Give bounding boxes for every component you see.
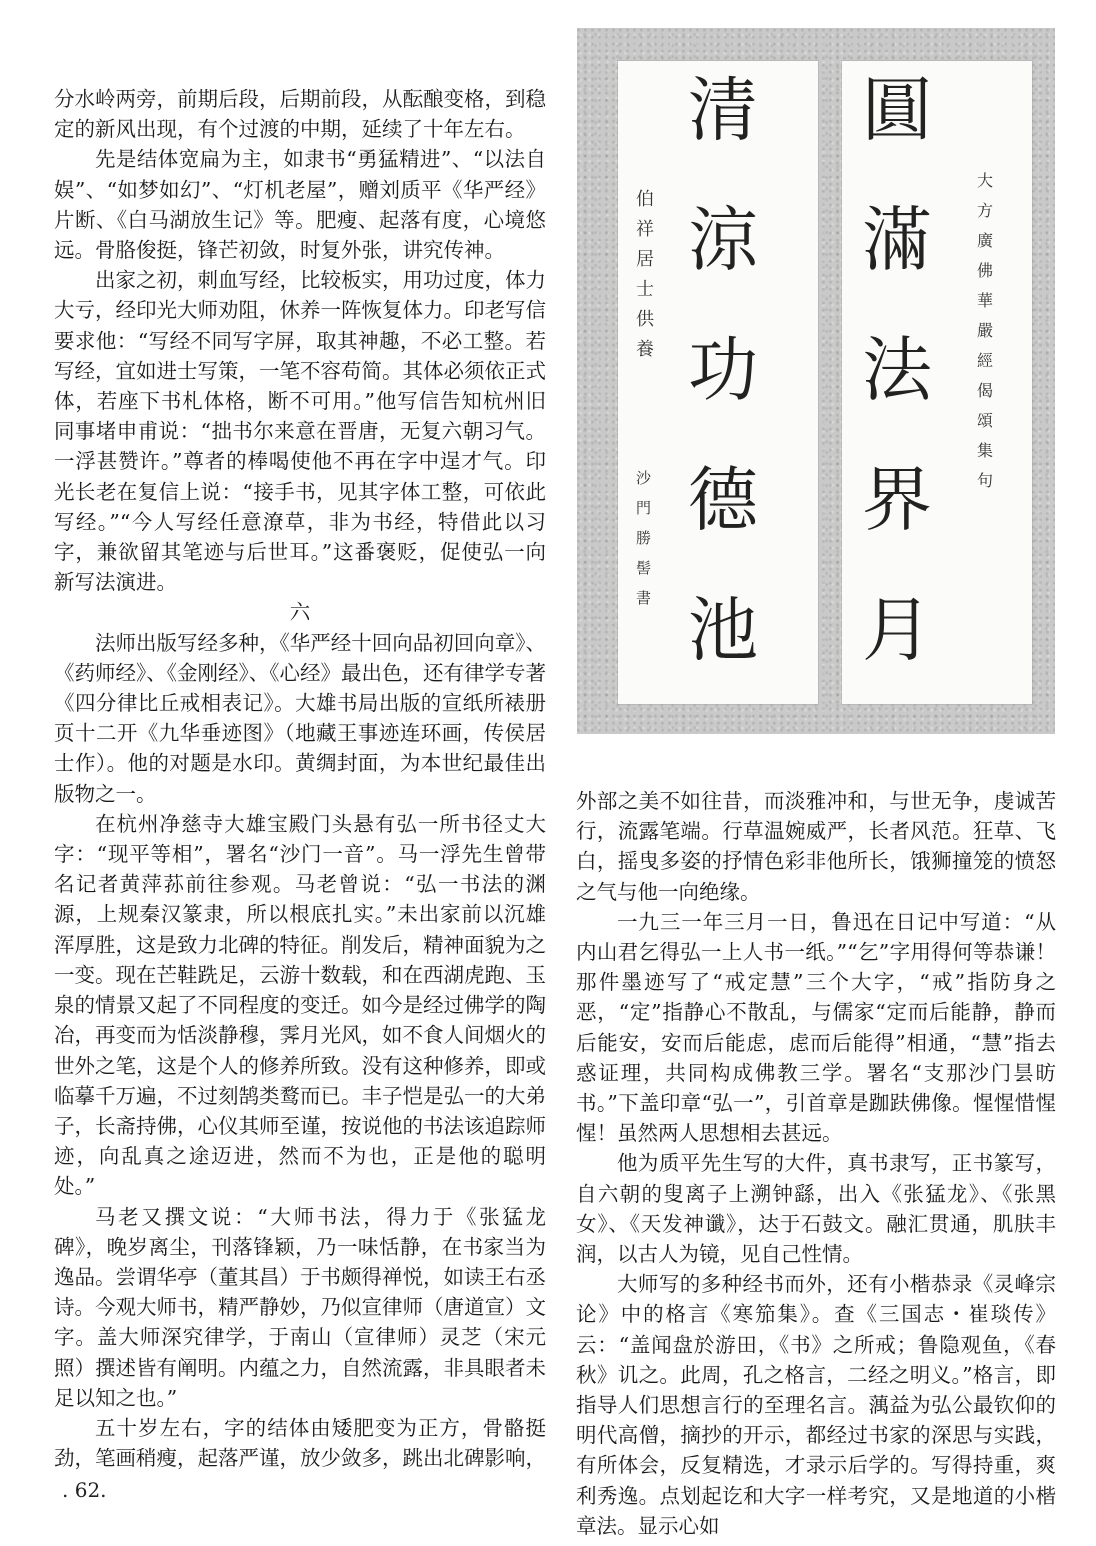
char: 佛 [977, 261, 994, 280]
paragraph: 他为质平先生写的大件，真书隶写，正书篆写，自六朝的叟离子上溯钟繇，出入《张猛龙》、《张黑女》、《天发神谶》，达于石鼓文。融汇贯通，肌肤丰润，以古人为镜，见自己性情。 [576, 1151, 1056, 1267]
paragraph: 在杭州净慈寺大雄宝殿门头悬有弘一所书径丈大字：“现平等相”，署名“沙门一音”。马一浮先生曾带名记者黄萍荪前往参观。马老曾说：“弘一书法的渊源，上规秦汉篆隶，所以根底扎实。”未出家前以沉雄浑厚胜，这是致力北碑的特征。削发后，精神面貌为之一变。现在芒鞋跣足，云游十数载，和在西湖虎跑、玉泉的情景又起了不同程度的变迁。如今是经过佛学的陶冶，再变而为恬淡静穆，霁月光风，如不食人间烟火的世外之笔，这是个人的修养所致。没有这种修养，即或临摹千万遍，不过刻鹄类鹜而已。丰子恺是弘一的大弟子，长斋持佛，心仪其师至谨，按说他的书法该追踪师迹，向乱真之途迈进，然而不为也，正是他的聪明处。” [54, 811, 546, 1199]
section-heading: 六 [289, 600, 311, 625]
char: 廣 [977, 231, 994, 250]
left-scroll [618, 61, 818, 704]
char: 偈 [977, 381, 994, 400]
char: 士 [636, 279, 654, 300]
page-number: . 62. [62, 1478, 107, 1502]
char: 華 [977, 291, 994, 310]
char: 沙 [636, 469, 652, 487]
char: 門 [636, 499, 652, 517]
char: 功 [688, 329, 758, 411]
char: 池 [688, 589, 758, 671]
paragraph: 外部之美不如往昔，而淡雅冲和，与世无争，虔诚苦行，流露笔端。行草温婉威严，长者风范。狂草、飞白，摇曳多姿的抒情色彩非他所长，饿狮撞笼的愤怒之气与他一向绝缘。 [576, 789, 1056, 904]
right-scroll-inscription [977, 173, 993, 503]
paragraph: 一九三一年三月一日，鲁迅在日记中写道：“从内山君乞得弘一上人书一纸。”“乞”字用得何等恭谦！那件墨迹写了“戒定慧”三个大字，“戒”指防身之恶，“定”指静心不散乱，与儒家“定而后能静，静而后能安，安而后能虑，虑而后能得”相通，“慧”指去惑证理，共同构成佛教三学。署名“支那沙门昙昉书。”下盖印章“弘一”，引首章是跏趺佛像。惺惺惜惺惺！虽然两人思想相去甚远。 [576, 909, 1056, 1146]
paragraph: 法师出版写经多种，《华严经十回向品初回向章》、《药师经》、《金刚经》、《心经》最出色，还有律学专著《四分律比丘戒相表记》。大雄书局出版的宣纸所裱册页十二开《九华垂迹图》（地藏王事迹连环画，传侯居士作）。他的对题是水印。黄绸封面，为本世纪最佳出版物之一。 [54, 630, 546, 806]
char: 養 [636, 339, 654, 360]
char: 月 [862, 589, 932, 671]
char: 經 [977, 351, 994, 370]
left-scroll-main-text [688, 69, 758, 725]
paragraph: 大师写的多种经书而外，还有小楷恭录《灵峰宗论》中的格言《寒笳集》。查《三国志・崔琰传》云：“盖闻盘於游田，《书》之所戒；鲁隐观鱼，《春秋》讥之。此周，孔之格言，二经之明义。”格言，即指导人们思想言行的至理名言。蕅益为弘公最钦仰的明代高僧，摘抄的开示，都经过书家的深思与实践，有所体会，反复精选，才录示后学的。写得持重，爽利秀逸。点划起讫和大字一样考究，又是地道的小楷章法。显示心如 [576, 1272, 1056, 1538]
char: 供 [636, 309, 654, 330]
right-scroll [842, 61, 1032, 704]
left-scroll-signature [636, 471, 651, 621]
char: 祥 [636, 219, 654, 240]
left-scroll-dedication [636, 191, 654, 371]
char: 句 [977, 471, 994, 490]
char: 法 [862, 329, 932, 411]
char: 方 [977, 201, 994, 220]
char: 伯 [636, 189, 654, 210]
paragraph: 分水岭两旁，前期后段，后期前段，从酝酿变格，到稳定的新风出现，有个过渡的中期，延续了十年左右。 [54, 87, 546, 142]
right-text-column [576, 786, 1056, 1541]
char: 髻 [636, 559, 652, 577]
char: 德 [688, 459, 758, 541]
char: 大 [977, 171, 994, 190]
char: 勝 [636, 529, 652, 547]
char: 集 [977, 441, 994, 460]
calligraphy-couplet-image [577, 28, 1055, 734]
char: 書 [636, 589, 652, 607]
char: 圓 [862, 69, 932, 151]
paragraph: 先是结体宽扁为主，如隶书“勇猛精进”、“以法自娱”、“如梦如幻”、“灯机老屋”，赠刘质平《华严经》片断、《白马湖放生记》等。肥瘦、起落有度，心境悠远。骨胳俊挺，锋芒初敛，时复外张，讲究传神。 [54, 147, 546, 263]
char: 涼 [688, 199, 758, 281]
char: 頌 [977, 411, 994, 430]
char: 居 [636, 249, 654, 270]
right-scroll-main-text [862, 69, 932, 725]
paragraph: 出家之初，刺血写经，比较板实，用功过度，体力大亏，经印光大师劝阻，休养一阵恢复体力。印老写信要求他：“写经不同写字屏，取其神趣，不必工整。若写经，宜如进士写策，一笔不容苟简。其体必须依正式体，若座下书札体格，断不可用。”他写信告知杭州旧同事堵申甫说：“拙书尔来意在晋唐，无复六朝习气。一浮甚赞许。”尊者的棒喝使他不再在字中逞才气。印光长老在复信上说：“接手书，见其字体工整，可依此写经。”“今人写经任意潦草，非为书经，特借此以习字，兼欲留其笔迹与后世耳。”这番褒贬，促使弘一向新写法演进。 [54, 268, 546, 595]
paragraph: 五十岁左右，字的结体由矮肥变为正方，骨骼挺劲，笔画稍瘦，起落严谨，放少敛多，跳出北碑影响， [54, 1415, 546, 1471]
char: 清 [688, 69, 758, 151]
char: 嚴 [977, 321, 994, 340]
paragraph: 马老又撰文说：“大师书法，得力于《张猛龙碑》，晚岁离尘，刊落锋颖，乃一味恬静，在书家当为逸品。尝谓华亭（董其昌）于书颇得禅悦，如读王右丞诗。今观大师书，精严静妙，乃似宣律师（唐道宣）文字。盖大师深究律学，于南山（宣律师）灵芝（宋元照）撰述皆有阐明。内蕴之力，自然流露，非具眼者未足以知之也。” [54, 1204, 546, 1410]
left-text-column [54, 84, 546, 1473]
char: 界 [862, 459, 932, 541]
char: 滿 [862, 199, 932, 281]
